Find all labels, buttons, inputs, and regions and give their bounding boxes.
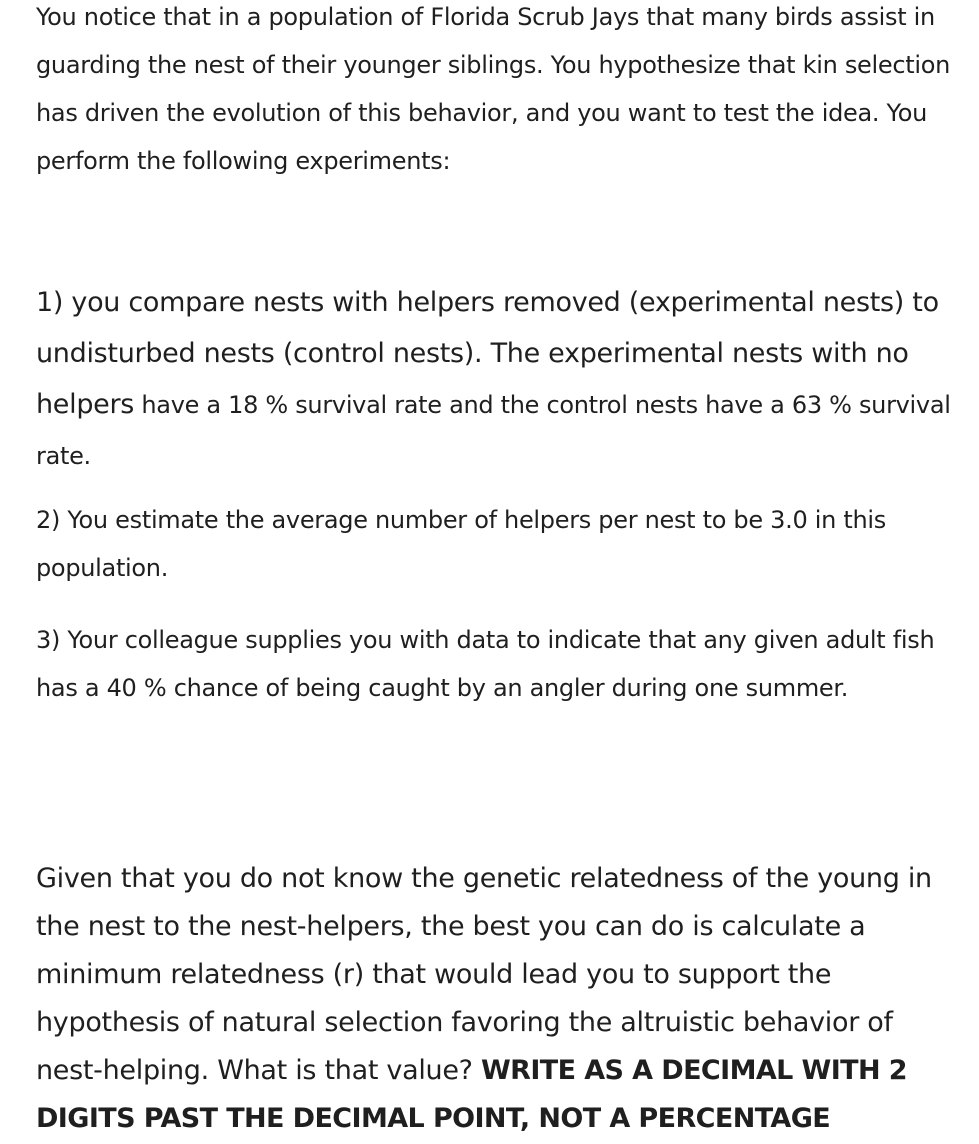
experiment-1-text-b: have a 18 % survival rate and the control nests have a 63 % survival rate.: [36, 391, 951, 470]
answer-format-instruction: WRITE AS A DECIMAL WITH 2 DIGITS PAST THE DECIMAL POINT, NOT A PERCENTAGE: [36, 1055, 907, 1134]
experiment-1-paragraph: [36, 279, 956, 483]
intro-paragraph: You notice that in a population of Florida Scrub Jays that many birds assist in guarding the nest of their younger siblings. You hypothesize that kin selection has driven the evolution of this behavior, and you want to test the idea. You perform the following experiments:: [36, 3, 951, 175]
experiment-3-paragraph: 3) Your colleague supplies you with data to indicate that any given adult fish has a 40 % chance of being caught by an angler during one summer.: [36, 626, 935, 702]
experiment-1-text-a: 1) you compare nests with helpers removed (experimental nests) to undisturbed nests (control nests). The experimental nests with no helpers: [36, 287, 939, 420]
question-text: Given that you do not know the genetic relatedness of the young in the nest to the nest-helpers, the best you can do is calculate a minimum relatedness (r) that would lead you to support the hypothesis of natural selection favoring the altruistic behavior of nest-helping. What is that value?: [36, 863, 932, 1086]
experiment-2-paragraph: 2) You estimate the average number of helpers per nest to be 3.0 in this population.: [36, 506, 886, 582]
question-paragraph: [36, 855, 956, 1143]
